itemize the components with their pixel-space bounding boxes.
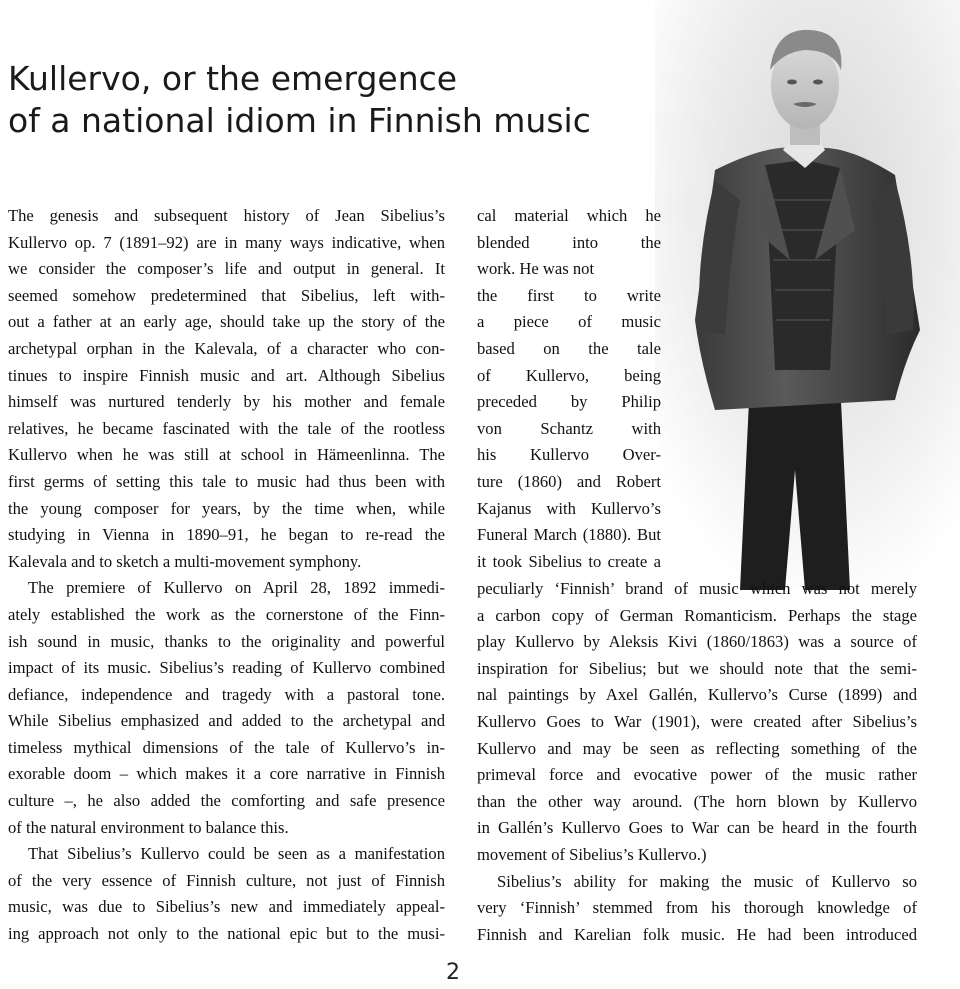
text-line: in Gallén’s Kullervo Goes to War can be heard in the fourth: [477, 818, 917, 838]
text-line: of the very essence of Finnish culture, not just of Finnish: [8, 870, 445, 890]
text-line: inspiration for Sibelius; but we should note that the semi-: [477, 658, 917, 678]
text-line: movement of Sibelius’s Kullervo.): [477, 844, 707, 864]
text-line: culture –, he also added the comforting and safe presence: [8, 791, 445, 811]
text-line: a piece of music: [477, 312, 661, 332]
text-line: Funeral March (1880). But: [477, 525, 661, 545]
text-line: defiance, independence and tragedy with a pastoral tone.: [8, 684, 445, 704]
text-line: seemed somehow predetermined that Sibelius, left with-: [8, 285, 445, 305]
text-line: based on the tale: [477, 338, 661, 358]
right-narrow-column: [477, 203, 661, 575]
text-line: von Schantz with: [477, 418, 661, 438]
text-line: Kullervo and may be seen as reflecting something of the: [477, 738, 917, 758]
text-line: exorable doom – which makes it a core narrative in Finnish: [8, 764, 445, 784]
text-line: studying in Vienna in 1890–91, he began to re-read the: [8, 525, 445, 545]
text-line: The genesis and subsequent history of Jean Sibelius’s: [8, 206, 445, 225]
text-line: out a father at an early age, should take up the story of the: [8, 312, 445, 332]
text-line: Kullervo when he was still at school in Hämeenlinna. The: [8, 445, 445, 465]
text-line: we consider the composer’s life and output in general. It: [8, 259, 445, 279]
text-line: his Kullervo Over-: [477, 445, 661, 465]
right-wide-column: [477, 576, 917, 948]
page-number: 2: [446, 960, 460, 985]
article-title: [8, 58, 708, 142]
text-line: play Kullervo by Aleksis Kivi (1860/1863) was a source of: [477, 632, 917, 652]
text-line: work. He was not: [477, 259, 595, 279]
text-line: nal paintings by Axel Gallén, Kullervo’s Curse (1899) and: [477, 685, 917, 705]
text-line: ing approach not only to the national epic but to the musi-: [8, 924, 445, 944]
text-line: Sibelius’s ability for making the music of Kullervo so: [497, 871, 917, 891]
text-line: the young composer for years, by the time when, while: [8, 498, 445, 518]
text-line: relatives, he became fascinated with the tale of the rootless: [8, 418, 445, 438]
text-line: himself was nurtured tenderly by his mother and female: [8, 392, 445, 412]
text-line: very ‘Finnish’ stemmed from his thorough knowledge of: [477, 898, 917, 918]
title-line-1: Kullervo, or the emergence: [8, 59, 458, 98]
text-line: first germs of setting this tale to music had thus been with: [8, 471, 445, 491]
text-line: a carbon copy of German Romanticism. Perhaps the stage: [477, 605, 917, 625]
text-line: cal material which he: [477, 206, 661, 225]
text-line: of Kullervo, being: [477, 365, 661, 385]
text-line: the first to write: [477, 285, 661, 305]
text-line: of the natural environment to balance this.: [8, 817, 289, 837]
text-line: blended into the: [477, 232, 661, 252]
left-column: [8, 203, 445, 948]
text-line: ish sound in music, thanks to the originality and powerful: [8, 631, 445, 651]
text-line: Kalevala and to sketch a multi-movement symphony.: [8, 551, 362, 571]
text-line: While Sibelius emphasized and added to the archetypal and: [8, 711, 445, 731]
text-line: Kajanus with Kullervo’s: [477, 498, 661, 518]
title-line-2: of a national idiom in Finnish music: [8, 101, 591, 140]
text-line: archetypal orphan in the Kalevala, of a character who con-: [8, 338, 445, 358]
text-line: Finnish and Karelian folk music. He had been introduced: [477, 924, 917, 944]
text-line: tinues to inspire Finnish music and art. Although Sibelius: [8, 365, 445, 385]
text-line: The premiere of Kullervo on April 28, 1892 immedi-: [28, 578, 445, 598]
text-line: Kullervo op. 7 (1891–92) are in many ways indicative, when: [8, 232, 445, 252]
text-line: primeval force and evocative power of the music rather: [477, 765, 917, 785]
text-line: timeless mythical dimensions of the tale of Kullervo’s in-: [8, 737, 445, 757]
text-line: ately established the work as the cornerstone of the Finn-: [8, 604, 445, 624]
portrait-photo: [655, 0, 960, 590]
text-line: Kullervo Goes to War (1901), were created after Sibelius’s: [477, 711, 917, 731]
text-line: That Sibelius’s Kullervo could be seen as a manifestation: [28, 844, 445, 864]
text-line: ture (1860) and Robert: [477, 471, 661, 491]
text-line: impact of its music. Sibelius’s reading of Kullervo combined: [8, 658, 445, 678]
text-line: preceded by Philip: [477, 392, 661, 412]
text-line: it took Sibelius to create a: [477, 551, 661, 571]
text-line: than the other way around. (The horn blown by Kullervo: [477, 791, 917, 811]
text-line: peculiarly ‘Finnish’ brand of music which was not merely: [477, 579, 917, 598]
text-line: music, was due to Sibelius’s new and immediately appeal-: [8, 897, 445, 917]
